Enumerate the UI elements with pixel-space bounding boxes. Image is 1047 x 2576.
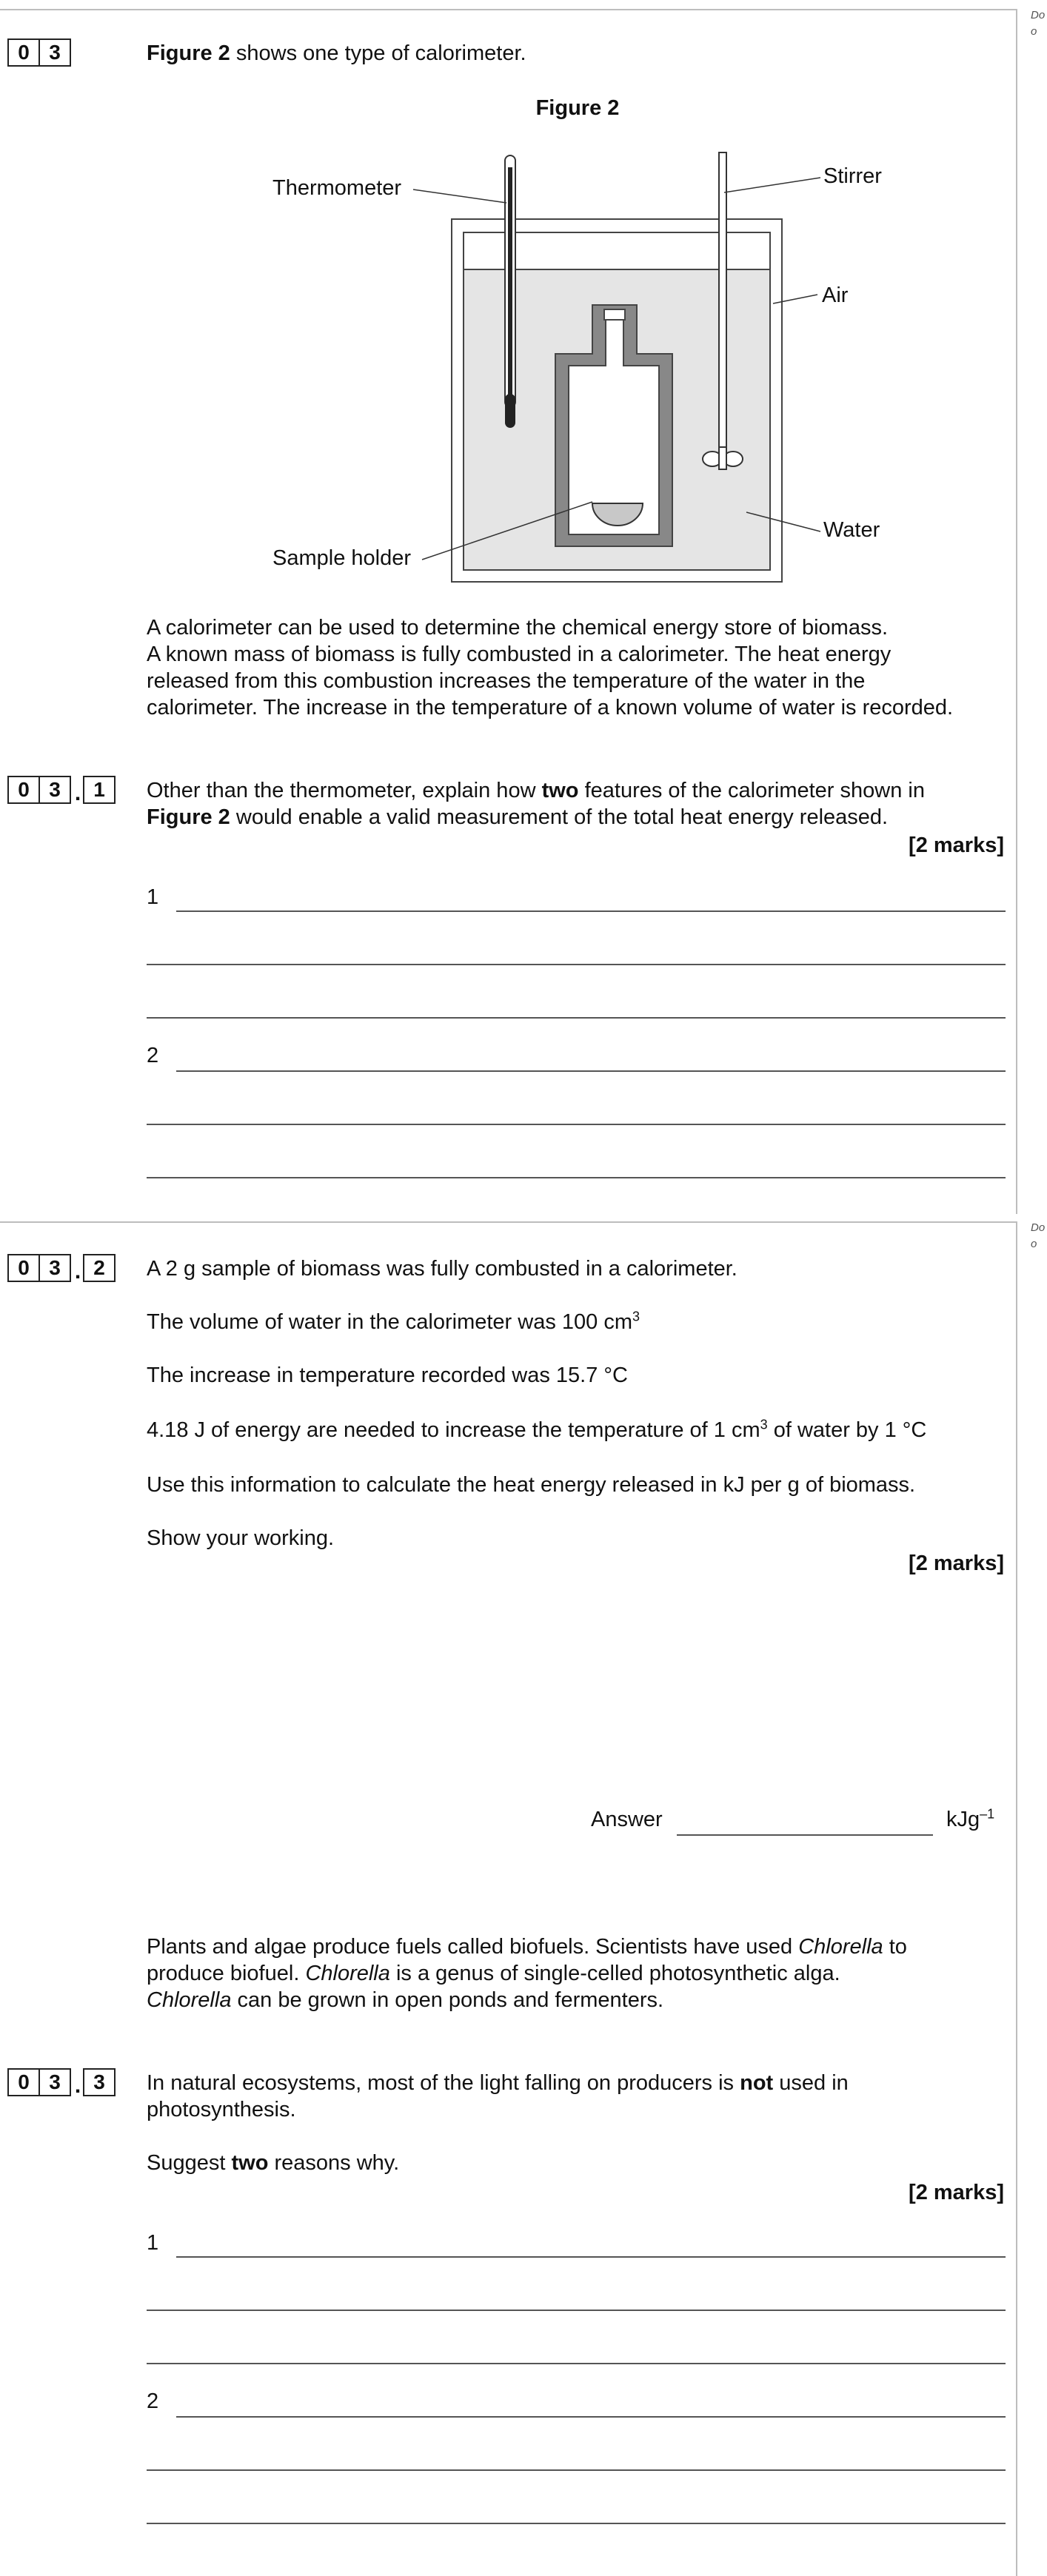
answer-number: 1 — [147, 885, 159, 909]
q03-paragraph: A calorimeter can be used to determine the chemical energy store of biomass. A known mass of biomass is fully combusted in a calorimeter. The heat energy released from this combustion increases the temperature of the water in the calorimeter. The increase in the temperature of a known volume of water is recorded. — [147, 616, 954, 720]
margin-note-2: Do o — [1031, 1221, 1046, 1250]
question-number-03: 0 3 — [7, 38, 71, 67]
answer-line[interactable] — [147, 2310, 1006, 2311]
question-number-03-2: 0 3 . 2 — [7, 1254, 116, 1282]
page-divider-rule — [0, 1221, 1016, 1223]
q033-line3: Suggest two reasons why. — [147, 2151, 400, 2175]
answer-input-line[interactable] — [677, 1834, 933, 1836]
label-thermometer: Thermometer — [272, 176, 402, 200]
answer-number: 2 — [147, 1044, 159, 1067]
q032-line6: Show your working. — [147, 1526, 335, 1550]
q033-marks: [2 marks] — [909, 2181, 1004, 2204]
label-stirrer: Stirrer — [823, 164, 882, 188]
page-right-rule-2 — [1016, 1221, 1017, 2576]
answer-number: 1 — [147, 2231, 159, 2255]
q032-line4: 4.18 J of energy are needed to increase the temperature of 1 $cm^3$ of water by 1 °C — [147, 1417, 927, 1442]
thermometer-liquid — [508, 167, 512, 407]
q031-marks: [2 marks] — [909, 833, 1004, 857]
label-air: Air — [822, 284, 849, 307]
answer-line[interactable] — [176, 2416, 1006, 2418]
q031-question: Other than the thermometer, explain how two features of the calorimeter shown in Figure 2 would enable a valid measurement of the total heat energy released. — [147, 779, 925, 829]
chamber-neck-cap — [604, 309, 625, 320]
q032-line3: The increase in temperature recorded was 15.7 °C — [147, 1364, 628, 1387]
stirrer-leader — [724, 178, 820, 192]
thermometer-bulb — [505, 394, 515, 428]
answer-line[interactable] — [147, 964, 1006, 965]
answer-line[interactable] — [147, 2363, 1006, 2364]
thermometer-leader — [413, 189, 506, 203]
q032-line2: The volume of water in the calorimeter was 100 $cm^3$ — [147, 1309, 640, 1334]
stirrer-rod — [719, 152, 726, 469]
answer-line[interactable] — [147, 1124, 1006, 1125]
question-number-03-1: 0 3 . 1 — [7, 776, 116, 804]
q032-marks: [2 marks] — [909, 1552, 1004, 1575]
label-water: Water — [823, 518, 880, 542]
biofuel-paragraph: Plants and algae produce fuels called biofuels. Scientists have used Chlorella to produce biofuel. Chlorella is a genus of single-celled photosynthetic alga. Chlorella can be grown in open ponds and fermenters. — [147, 1935, 907, 2012]
answer-line[interactable] — [147, 1017, 1006, 1019]
answer-line[interactable] — [147, 1177, 1006, 1178]
q033-question: In natural ecosystems, most of the light falling on producers is not used in photosynthesis. — [147, 2071, 849, 2121]
answer-line[interactable] — [176, 910, 1006, 912]
label-sample-holder: Sample holder — [272, 546, 411, 570]
q03-intro: Figure 2 shows one type of calorimeter. — [147, 41, 526, 65]
answer-number: 2 — [147, 2389, 159, 2413]
question-number-03-3: 0 3 . 3 — [7, 2068, 116, 2096]
answer-line[interactable] — [147, 2469, 1006, 2471]
stirrer-hub — [719, 447, 726, 469]
calorimeter-diagram — [0, 0, 1047, 607]
answer-line[interactable] — [176, 2256, 1006, 2258]
margin-note: Do o — [1031, 9, 1046, 38]
answer-label: Answer — [591, 1808, 663, 1831]
q032-line1: A 2 g sample of biomass was fully combusted in a calorimeter. — [147, 1257, 737, 1281]
answer-line[interactable] — [147, 2523, 1006, 2524]
q032-line5: Use this information to calculate the heat energy released in kJ per g of biomass. — [147, 1473, 916, 1497]
answer-line[interactable] — [176, 1070, 1006, 1072]
answer-unit: kJg$^{-1}$ — [946, 1806, 995, 1831]
figure-title: Figure 2 — [535, 96, 620, 120]
